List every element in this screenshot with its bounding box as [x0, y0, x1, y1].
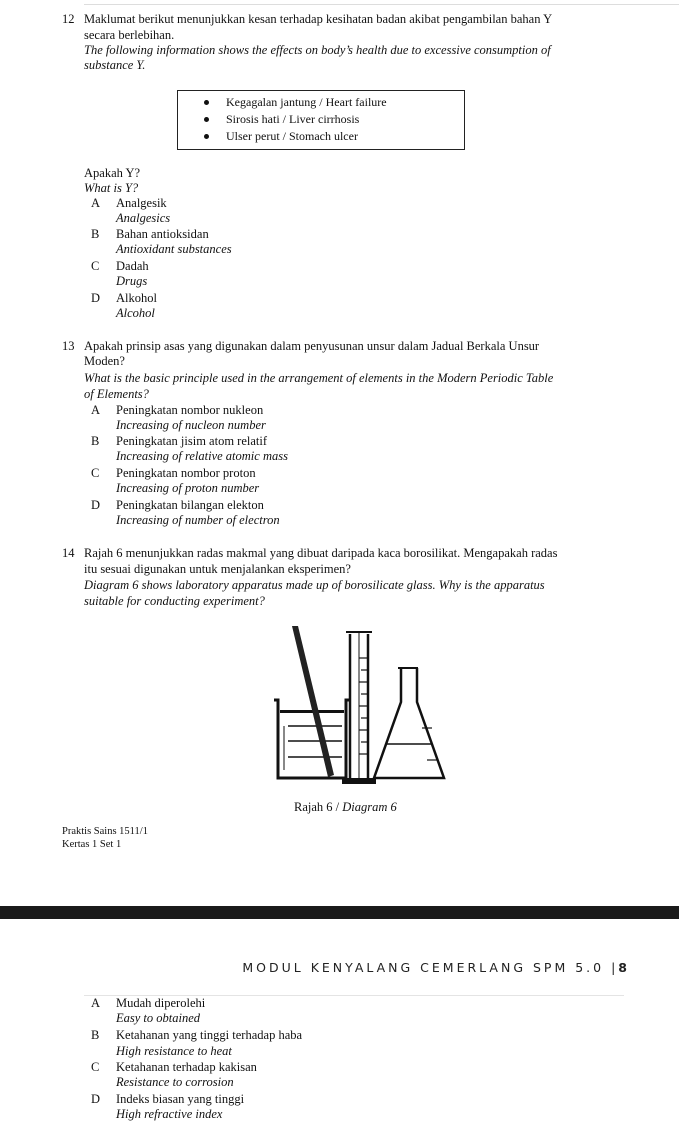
caption-en: Diagram 6: [342, 800, 397, 814]
option-text-ms: Mudah diperolehi: [116, 996, 206, 1010]
option-text-en: Increasing of nucleon number: [116, 418, 266, 432]
question-text-ms: Rajah 6 menunjukkan radas makmal yang dibuat daripada kaca borosilikat. Mengapakah radas: [84, 546, 558, 560]
option-text-ms: Alkohol: [116, 291, 157, 305]
effect-item: Ulser perut / Stomach ulcer: [178, 128, 464, 145]
option-letter: B: [91, 434, 100, 448]
option-letter: B: [91, 1028, 100, 1042]
page-number: 8: [618, 960, 627, 975]
option-text-en: High refractive index: [116, 1107, 223, 1121]
option-letter: D: [91, 1092, 101, 1106]
diagram-caption: [294, 800, 397, 815]
question-text-ms: Maklumat berikut menunjukkan kesan terhadap kesihatan badan akibat pengambilan bahan Y: [84, 12, 553, 26]
option-text-ms: Peningkatan nombor nukleon: [116, 403, 264, 417]
question-prompt-en: What is Y?: [84, 181, 139, 195]
option-text-ms: Peningkatan jisim atom relatif: [116, 434, 268, 448]
question-text-ms: Moden?: [84, 354, 125, 368]
option-text-en: Alcohol: [116, 306, 155, 320]
glass-rod-illustration: [292, 626, 334, 777]
option-letter: C: [91, 1060, 100, 1074]
option-text-ms: Analgesik: [116, 196, 167, 210]
option-text-ms: Dadah: [116, 259, 149, 273]
option-text-en: Increasing of proton number: [116, 481, 260, 495]
option-text-ms: Peningkatan bilangan elekton: [116, 498, 264, 512]
option-text-en: Resistance to corrosion: [116, 1075, 234, 1089]
option-letter: D: [91, 498, 101, 512]
option-text-en: High resistance to heat: [116, 1044, 232, 1058]
question-text-ms: itu sesuai digunakan untuk menjalankan eksperimen?: [84, 562, 351, 576]
question-text-en: Diagram 6 shows laboratory apparatus made up of borosilicate glass. Why is the apparatus: [84, 578, 545, 592]
option-letter: C: [91, 466, 100, 480]
option-text-ms: Ketahanan terhadap kakisan: [116, 1060, 257, 1074]
beaker-illustration: [274, 700, 350, 778]
question-prompt-ms: Apakah Y?: [84, 166, 141, 180]
question-text-en: substance Y.: [84, 58, 146, 72]
option-text-ms: Ketahanan yang tinggi terhadap haba: [116, 1028, 303, 1042]
option-text-en: Drugs: [116, 274, 148, 288]
option-text-en: Increasing of number of electron: [116, 513, 280, 527]
option-letter: A: [91, 196, 101, 210]
option-letter: D: [91, 291, 101, 305]
question-number: 12: [62, 12, 75, 26]
footer-paper-set: Kertas 1 Set 1: [62, 839, 122, 850]
question-text-ms: Apakah prinsip asas yang digunakan dalam penyusunan unsur dalam Jadual Berkala Unsur: [84, 339, 540, 353]
question-number: 13: [62, 339, 75, 353]
question-text-en: of Elements?: [84, 387, 149, 401]
option-letter: A: [91, 996, 101, 1010]
option-letter: C: [91, 259, 100, 273]
option-text-en: Increasing of relative atomic mass: [116, 449, 288, 463]
module-header: [0, 960, 627, 975]
question-text-en: suitable for conducting experiment?: [84, 594, 265, 608]
question-text-ms: secara berlebihan.: [84, 28, 175, 42]
option-letter: A: [91, 403, 101, 417]
caption-ms: Rajah 6 /: [294, 800, 343, 814]
page-break-band: [0, 906, 679, 919]
option-text-ms: Bahan antioksidan: [116, 227, 209, 241]
module-title: MODUL KENYALANG CEMERLANG SPM 5.0 |: [242, 960, 619, 975]
footer-subject-code: Praktis Sains 1511/1: [62, 826, 148, 837]
option-text-en: Easy to obtained: [116, 1011, 201, 1025]
effect-item: Sirosis hati / Liver cirrhosis: [178, 111, 464, 128]
conical-flask-illustration: [374, 668, 444, 778]
effects-box: [177, 90, 465, 150]
top-rule: [84, 4, 679, 5]
option-letter: B: [91, 227, 100, 241]
effect-item: Kegagalan jantung / Heart failure: [178, 94, 464, 111]
question-text-en: The following information shows the effects on body’s health due to excessive consumption of: [84, 43, 551, 57]
diagram-6-glassware: [262, 620, 462, 790]
question-text-en: What is the basic principle used in the arrangement of elements in the Modern Periodic Table: [84, 371, 554, 385]
option-text-ms: Indeks biasan yang tinggi: [116, 1092, 245, 1106]
option-text-ms: Peningkatan nombor proton: [116, 466, 256, 480]
option-text-en: Antioxidant substances: [116, 242, 232, 256]
option-text-en: Analgesics: [116, 211, 171, 225]
question-number: 14: [62, 546, 75, 560]
